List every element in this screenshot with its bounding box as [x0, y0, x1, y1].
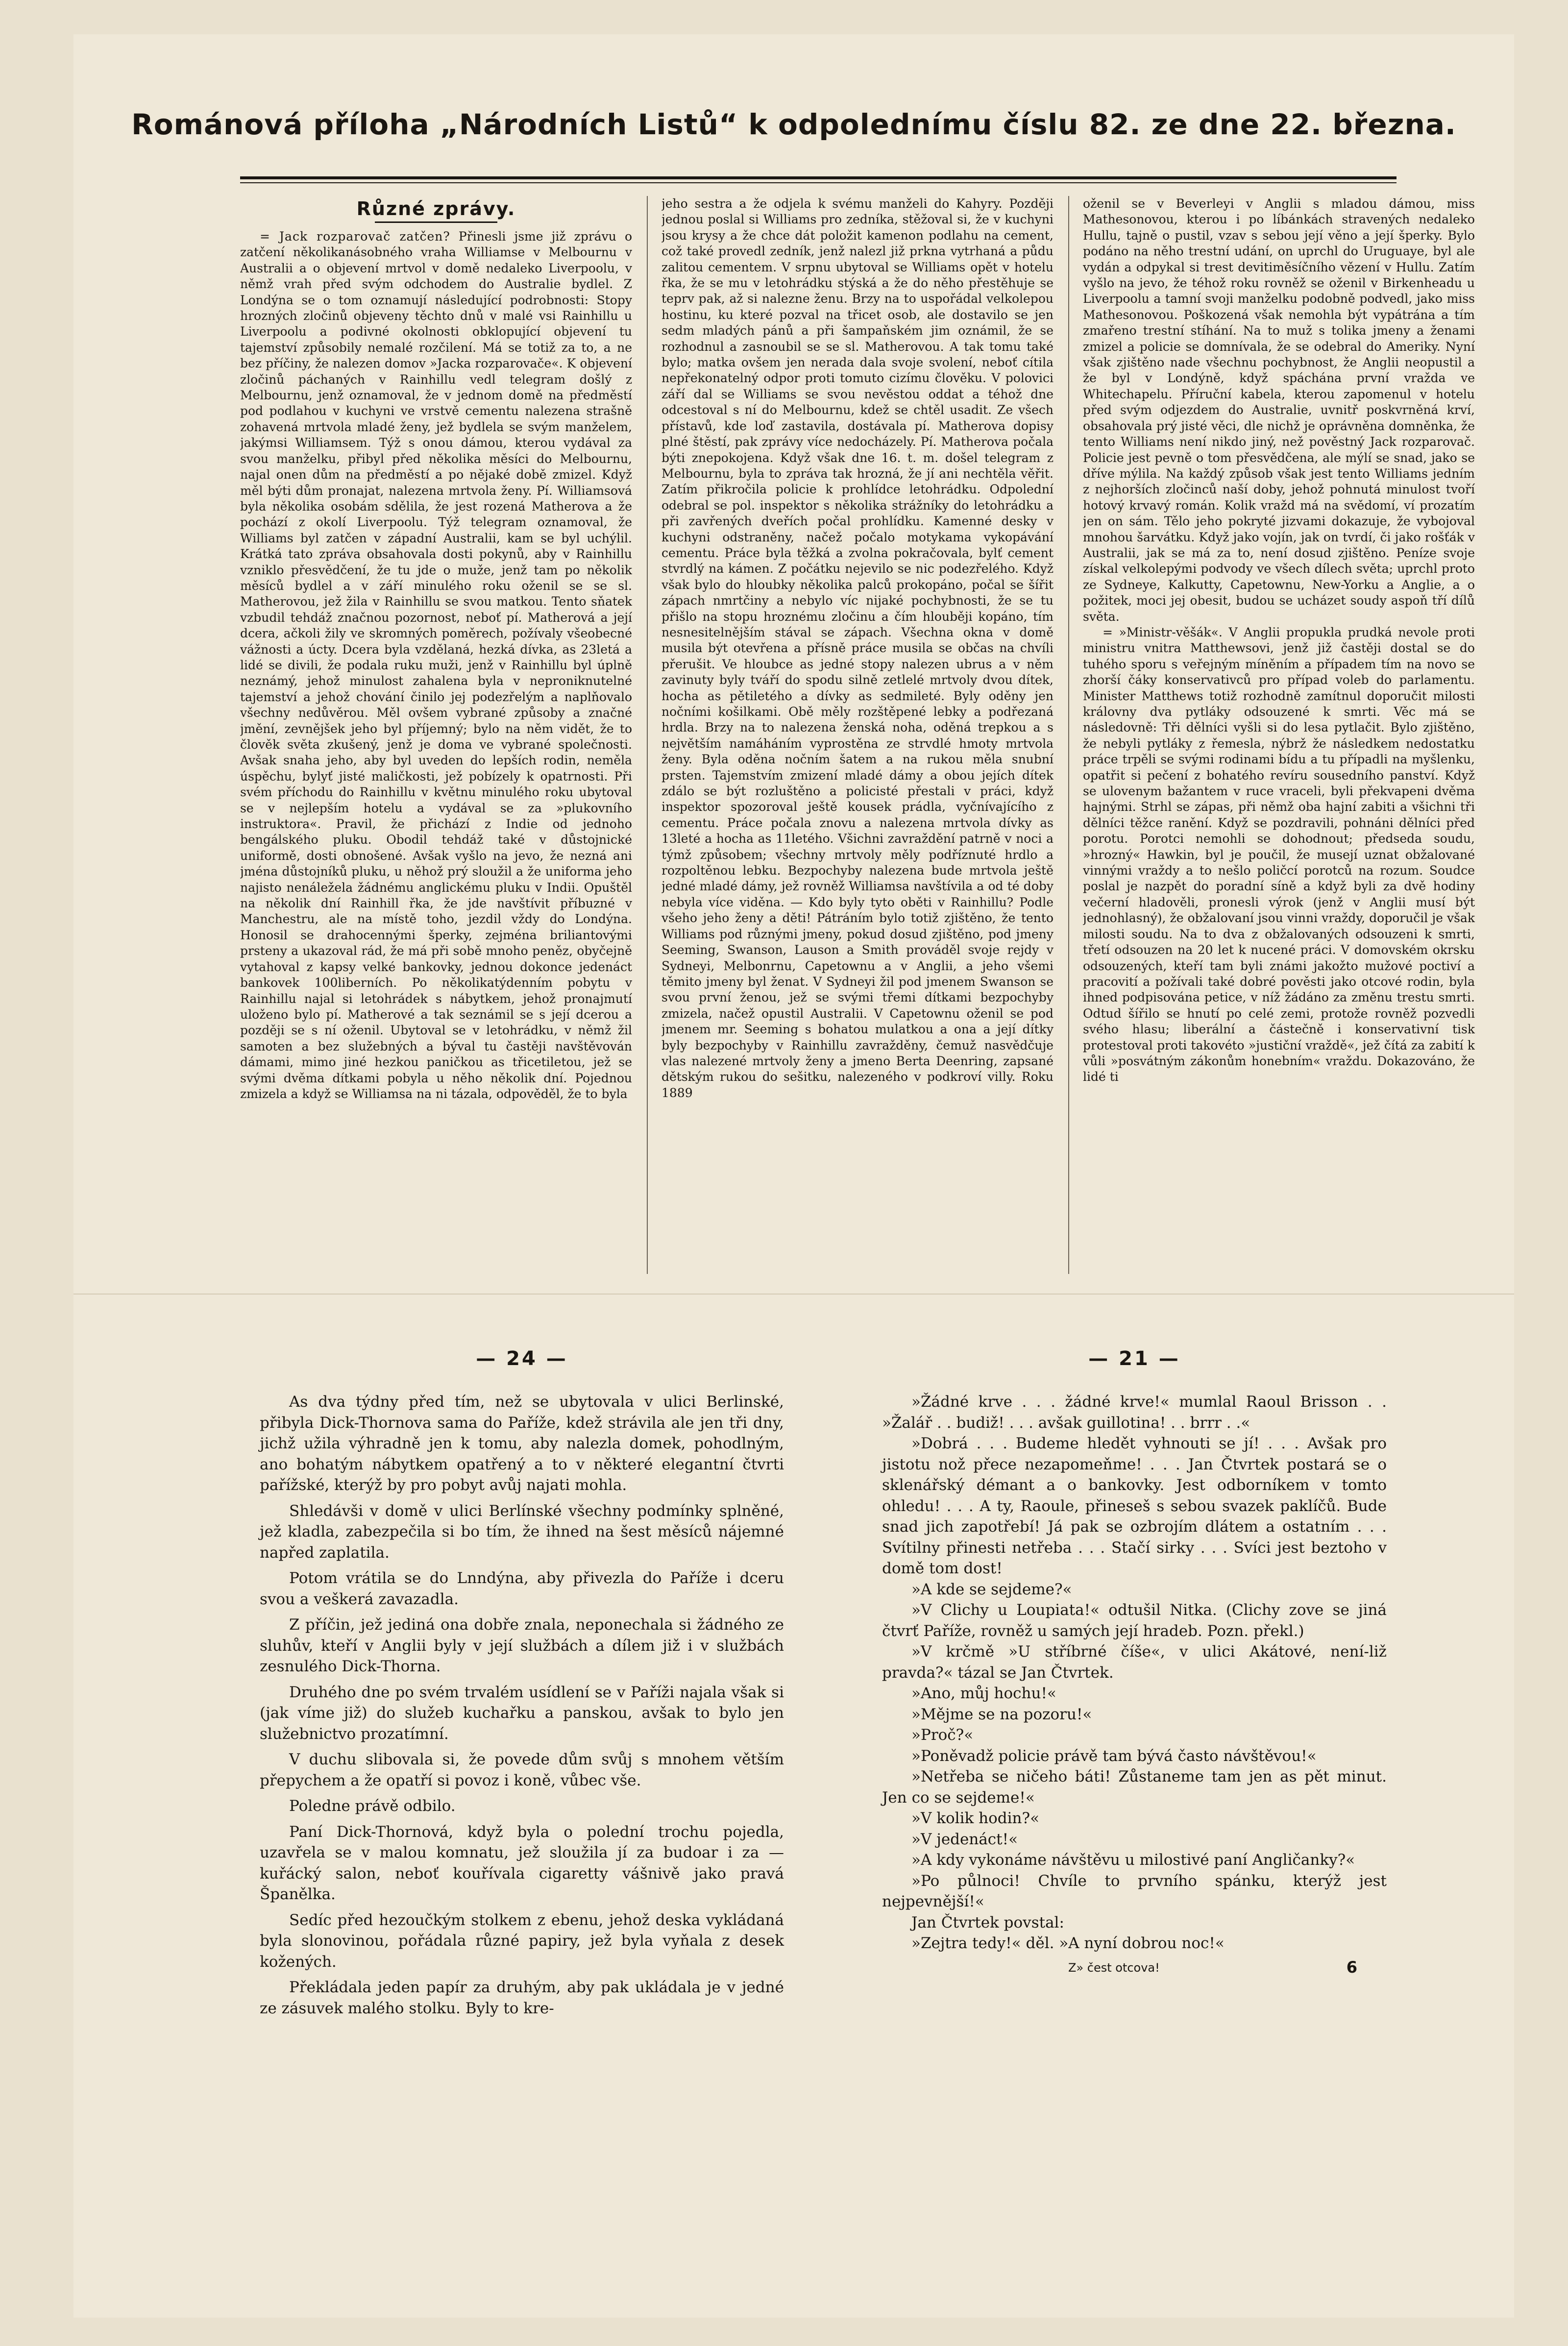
dialogue-line: »V jedenáct!« [911, 1830, 1018, 1848]
novel-paragraph: V duchu slibovala si, že povede dům svůj s mnohem větším přepychem a že opatří si povoz i koně, vůbec vše. [260, 1751, 784, 1789]
news-paragraph [240, 229, 632, 1102]
dialogue-line: »Ano, můj hochu!« [911, 1685, 1056, 1702]
novel-paragraph: Paní Dick-Thornová, když byla o polední trochu pojedla, uzavřela se v malou komnatu, jež sloužila jí za budoar i za — kuřácký salon, neboť kouřívala cigaretty vášnivě jako pravá Španělka. [260, 1823, 784, 1903]
section-title-rule [375, 221, 497, 223]
newspaper-sheet [74, 34, 1514, 2318]
news-column-3 [1083, 196, 1475, 1274]
dialogue-line: »V krčmě »U stříbrné číše«, v ulici Akátové, není-liž pravda?« tázal se Jan Čtvrtek. [882, 1643, 1387, 1682]
page-footer [882, 1958, 1387, 1978]
masthead-rule-thick [240, 176, 1396, 179]
novel-paragraph: Poledne právě odbilo. [289, 1797, 456, 1815]
news-paragraph: = »Ministr-věšák«. V Anglii propukla prudká nevole proti ministru vnitra Matthewsovi, jenž již častěji dostal se do tuhého sporu s veřejným míněním a případem tím na novo se zhorší čáky konservativců pro případ voleb do parlamentu. Minister Matthews totiž rozhodně zamítnul doporučit milosti královny dva pytláky odsouzené k smrti. Věc má se následovně: Tři dělníci vyšli si do lesa pytlačit. Bylo zjištěno, že nebyli pytláky z řemesla, nýbrž že následkem nedostatku práce trpěli se svými rodinami bídu a tu případli na myšlenku, opatřit si pečení z bohatého revíru sousedního panství. Když se ulovenym bažantem v ruce vraceli, byli překvapeni dvěma hajnými. Strhl se zápas, při němž oba hajní zabiti a všichni tři dělníci těžce ranění. Když se pozdravili, pohnáni dělníci před porotu. Porotci nemohli se dohodnout; předseda soudu, »hrozný« Hawkin, byl je poučil, že musejí uznat obžalované vinnými vraždy a to nešlo poličcí porotců na rozum. Soudce poslal je nazpět do poradní síně a když byli za dvě hodiny večerní hladověli, pronesli výrok (jenž v Anglii musí být jednohlasný), že obžalovaní jsou vinni vraždy, doporučil je však milosti soudu. Na to dva z obžalovaných odsouzeni k smrti, třetí odsouzen na 20 let k nucené práci. V domovském okrsku odsouzených, kteří tam byli známi jakožto mužové poctiví a pracovití a požívali také dobré pověsti jako otcové rodin, byla ihned podpisována petice, v níž žádáno za změnu trestu smrti. Odtud šířilo se hnutí po celé zemi, protože rovněž pozvedli svého hlasu; liberální a částečně i konservativní tisk protestoval proti takovéto »justiční vraždě«, jež čítá za zabití k vůli »posvátným zákonům honebním« vraždu. Dokazováno, že lidé ti [1083, 625, 1475, 1084]
article-lead: = Jack rozparovač zatčen? [260, 229, 450, 244]
masthead-title: Románová příloha „Národních Listů“ k odpolednímu číslu 82. ze dne 22. března. [131, 108, 1456, 141]
novel-text [882, 1392, 1387, 1954]
fold-line [74, 1294, 1514, 1295]
news-paragraph: oženil se v Beverleyi v Anglii s mladou dámou, miss Mathesonovou, kterou i po líbánkách stravených nedaleko Hullu, tajně o pustil, vzav s sebou její věno a její šperky. Bylo podáno na něho trestní udání, on uprchl do Uruguaye, byl ale vydán a odpykal si trest devitiměsíčního vězení v Hullu. Zatím vyšlo na jevo, že téhož roku rovněž se oženil v Birkenheadu u Liverpoolu a tamní svoji manželku podobně podvedl, jako miss Mathesonovou. Poškozená však nemohla být vypátrána a tím zmařeno trestní stíhání. Na to muž s tolika jmeny a ženami zmizel a policie se domnívala, že se odebral do Ameriky. Nyní však zjištěno nade všechnu pochybnost, že Anglii neopustil a že byl v Londýně, když spáchána první vražda ve Whitechapelu. Příruční kabela, kterou zapomenul v hotelu před svým odjezdem do Australie, uvnitř poskvrněná krví, obsahovala prý jisté věci, dle nichž je oprávněna domněnka, že tento Williams není nikdo jiný, než pověstný Jack rozparovač. Policie jest pevně o tom přesvědčena, ale mýlí se snad, jako se dříve mýlila. Na každý způsob však jest tento Williams jedním z nejhorších zločinců naší doby, jehož pohnutá minulost tvoří hotový krvavý román. Kolik vražd má na svědomí, ví prozatím jen on sám. Tělo jeho pokryté jizvami dokazuje, že vybojoval mnohou šarvátku. Když jako vojín, jak on tvrdí, či jako rošťák v Australii, jak se má za to, není dosud zjištěno. Peníze svoje získal velkolepými podvody ve všech dílech světa; uprchl proto ze Sydneye, Kalkutty, Capetownu, New-Yorku a Anglie, a o požitek, moci jej obesit, budou se ucházet soudy aspoň tří dílů světa. [1083, 196, 1475, 624]
novel-paragraph: Druhého dne po svém trvalém usídlení se v Paříži najala však si (jak víme již) do služeb kuchařku a panskou, avšak to bylo jen služebnictvo prozatímní. [260, 1683, 784, 1743]
dialogue-line: »V kolik hodin?« [911, 1809, 1040, 1827]
novel-paragraph: Shledávši v domě v ulici Berlínské všechny podmínky splněné, jež kladla, zabezpečila si bo tím, že ihned na šest měsíců nájemné napřed zaplatila. [260, 1502, 784, 1562]
dialogue-line: »Žádné krve . . . žádné krve!« mumlal Raoul Brisson . . »Žalář . . budiž! . . . avšak guillotina! . . brrr . .« [882, 1393, 1387, 1432]
signature-mark: Z» čest otcova! [1068, 1960, 1160, 1975]
article-text: Přinesli jsme již zprávu o zatčení několikanásobného vraha Williamse v Melbournu v Australii a o objevení mrtvol v domě nedaleko Liverpoolu, v němž vrah před svým odchodem do Australie bydlel. Z Londýna se o tom oznamují následující podrobnosti: Stopy hrozných zločinů objeveny těchto dnů v malé vsi Rainhillu u Liverpoolu a podivné okolnosti obklopující objevení tu tajemství způsobily nemalé rozčilení. Má se totiž za to, a ne bez příčiny, že nalezen domov »Jacka rozparovače«. K objevení zločinů páchaných v Rainhillu vedl telegram došlý z Melbournu, jenž oznamoval, že v jednom domě na předměstí pod podlahou v kuchyni ve vrstvě cementu nalezena strašně zohavená mrtvola mladé ženy, jež bydlela se svým manželem, jakýmsi Williamsem. Týž s onou dámou, kterou vydával za svou manželku, přibyl před několika měsíci do Melbournu, najal onen dům na předměstí a po nějaké době zmizel. Když měl býti dům pronajat, nalezena mrtvola ženy. Pí. Williamsová byla několika osobám sdělila, že jest rozená Matherova a že pochází z okolí Liverpoolu. Týž telegram oznamoval, že Williams byl zatčen v západní Australii, kam se byl uchýlil. Krátká tato zpráva obsahovala dosti pokynů, aby v Rainhillu vzniklo přesvědčení, že tu jde o muže, jenž tam po několik měsíců bydlel a v září minulého roku oženil se se sl. Matherovou, jež žila v Rainhillu se svou matkou. Tento sňatek vzbudil tehdáž značnou pozornost, neboť pí. Matherová a její dcera, ačkoli žily ve skromných poměrech, požívaly všeobecné vážnosti a úcty. Dcera byla vzdělaná, hezká dívka, as 23letá a lidé se divili, že podala ruku muži, jenž v Rainhillu byl úplně neznámý, jehož minulost zahalena byla v neproniknutelné tajemství a jehož chování činilo jej podezřelým a naplňovalo všechny nedůvěrou. Měl ovšem vybrané způsoby a značné jmění, zevnějšek jeho byl příjemný; bylo na něm vidět, že to člověk světa zkušený, jenž je doma ve vybrané společnosti. Avšak snaha jeho, aby byl uveden do lepších rodin, neměla úspěchu, bylyť jisté maličkosti, jež pobízely k opatrnosti. Při svém příchodu do Rainhillu v květnu minulého roku ubytoval se v nejlepším hotelu a vydával se za »plukovního instruktora«. Pravil, že přichází z Indie od jednoho bengálského pluku. Obodil tehdáž také v důstojnické uniformě, dosti obnošené. Avšak vyšlo na jevo, že nezná ani jména důstojníků pluku, u něhož prý sloužil a že uniforma jeho najisto nenáležela žádnému anglickému pluku v Indii. Opuštěl na několik dní Rainhill řka, že jde navštívit příbuzné v Manchestru, ale na místě toho, jezdil vždy do Londýna. Honosil se drahocennými šperky, zejména briliantovými prsteny a ukazoval rád, že má při sobě mnoho peněz, obyčejně vytahoval z kapsy velké bankovky, jednou dokonce jedenáct bankovek 100liberních. Po několikatýdenním pobytu v Rainhillu najal si letohrádek s nábytkem, jehož pronajmutí uloženo bylo pí. Matherové a tak seznámil se s její dcerou a později se s ní oženil. Ubytoval se v letohrádku, v němž žil samoten a bez služebných a býval tu častěji navštěvován dámami, mimo jiné hezkou paničkou as třicetiletou, jež se svými dvěma dítkami pobyla u něho několik dní. Pojednou zmizela a když se Williamsa na ni tázala, odpověděl, že to byla [240, 229, 632, 1101]
novel-paragraph: Sedíc před hezoučkým stolkem z ebenu, jehož deska vykládaná byla slonovinou, pořádala různé papiry, jež byla vyňala z desek kožených. [260, 1911, 784, 1971]
dialogue-line: »Proč?« [911, 1726, 974, 1744]
page-number: — 24 — [476, 1347, 568, 1370]
section-title: Různé zprávy. [356, 198, 516, 220]
dialogue-line: »A kde se sejdeme?« [911, 1580, 1072, 1598]
dialogue-line: »A kdy vykonáme návštěvu u milostivé paní Angličanky?« [911, 1851, 1355, 1869]
novel-paragraph: Překládala jeden papír za druhým, aby pak ukládala je v jedné ze zásuvek malého stolku. Byly to kre- [260, 1979, 784, 2017]
masthead-rule-thin [240, 182, 1396, 183]
dialogue-line: »Netřeba se ničeho báti! Zůstaneme tam jen as pět minut. Jen co se sejdeme!« [882, 1768, 1387, 1807]
dialogue-line: Jan Čtvrtek povstal: [911, 1913, 1064, 1931]
dialogue-line: »Dobrá . . . Budeme hledět vyhnouti se jí! . . . Avšak pro jistotu nož přece nezapomeňme! . . . Jan Čtvrtek postará se o sklenářský démant a o bankovky. Jest odborníkem v tomto ohledu! . . . A ty, Raoule, přineseš s sebou svazek paklíčů. Bude snad jich zapotřebí! Já pak se ozbrojím dlátem a ostatním . . . Svítilny přinesti netřeba . . . Stačí sirky . . . Svíci jest beztoho v domě tom dost! [882, 1435, 1387, 1577]
column-divider [1068, 196, 1069, 1274]
novel-page-left [260, 1347, 784, 2278]
column-divider [647, 196, 648, 1274]
page-number: — 21 — [1088, 1347, 1180, 1370]
dialogue-line: »Poněvadž policie právě tam bývá často návštěvou!« [911, 1747, 1317, 1765]
footer-number: 6 [1346, 1957, 1357, 1977]
dialogue-line: »Zejtra tedy!« děl. »A nyní dobrou noc!« [911, 1934, 1225, 1952]
news-column-2 [662, 196, 1054, 1274]
novel-paragraph: Z příčin, jež jediná ona dobře znala, neponechala si žádného ze sluhův, kteří v Anglii byly v její službách a dílem již i v službách zesnulého Dick-Thorna. [260, 1616, 784, 1675]
dialogue-line: »V Clichy u Loupiata!« odtušil Nitka. (Clichy zove se jiná čtvrť Paříže, rovněž u samých její hradeb. Pozn. překl.) [882, 1601, 1387, 1640]
novel-page-right [882, 1347, 1387, 2278]
novel-paragraph: Potom vrátila se do Lnndýna, aby přivezla do Paříže i dceru svou a veškerá zavazadla. [260, 1569, 784, 1608]
news-column-1 [240, 196, 632, 1274]
news-paragraph: jeho sestra a že odjela k svému manželi do Kahyry. Později jednou poslal si Williams pro zedníka, stěžoval si, že v kuchyni jsou krysy a že chce dát položit kamenon podlahu na cement, což také provedl zedník, jenž nalezl již prkna vytrhaná a půdu zalitou cementem. V srpnu ubytoval se Williams opět v hotelu řka, že se mu v letohrádku stýská a že do něho přestěhuje se teprv pak, až si nalezne ženu. Brzy na to uspořádal velkolepou hostinu, ku které pozval na třicet osob, ale dostavilo se jen sedm mladých pánů a při šampaňském jim oznámil, že se rozhodnul a zasnoubil se se sl. Matherovou. A tak tomu také bylo; matka ovšem jen nerada dala svoje svolení, neboť cítila nepřekonatelný odpor proti tomuto cizímu člověku. V polovici září dal se Williams se svou nevěstou oddat a téhož dne odcestoval s ní do Melbournu, kdež se chtěl usadit. Ze všech přístavů, kde loď zastavila, dostávala pí. Matherova dopisy plné štěstí, pak zprávy více nedocházely. Pí. Matherova počala býti znepokojena. Když však dne 16. t. m. došel telegram z Melbournu, byla to zpráva tak hrozná, že jí ani nechtěla věřit. Zatím přikročila policie k prohlídce letohrádku. Odpolední odebral se pol. inspektor s několika strážníky do letohrádku a při zavřených dveřích počal prohlídku. Kamenné desky v kuchyni odstraněny, načež počalo motykama vykopávání cementu. Práce byla těžká a zvolna pokračovala, bylť cement stvrdlý na kámen. Z počátku nejevilo se nic podezřelého. Když však bylo do hloubky několika palců prokopáno, počal se šířit zápach nmrtčiny a nebylo víc nijaké pochybnosti, že se tu přišlo na stopu hroznému zločinu a čím hlouběji kopáno, tím nesnesitelnějším stával se zápach. Všechna okna v domě musila být otevřena a přísně práce musila se občas na chvíli přerušit. Ve hloubce as jedné stopy nalezen ubrus a v něm zavinuty byly tváří do spodu silně zetlelé mrtvoly dvou dítek, hocha as pětiletého a dívky as sedmileté. Byly oděny jen nočními košilkami. Obě měly rozštěpené lebky a podřezaná hrdla. Brzy na to nalezena ženská noha, oděná trepkou a s největším namáháním vyprostěna ze strvdlé hmoty mrtvola ženy. Byla oděna nočním šatem a na rukou měla snubní prsten. Tajemstvím zmizení mladé dámy a obou jejích dítek zdálo se být rozluštěno a policisté přestali v práci, když inspektor spozoroval ještě kousek prádla, vyčnívajícího z cementu. Práce počala znovu a nalezena mrtvola dívky as 13leté a hocha as 11letého. Všichni zavraždění patrně v noci a týmž způsobem; všechny mrtvoly měly podříznuté hrdlo a rozpoltěnou lebku. Bezpochyby nalezena bude mrtvola ještě jedné mladé dámy, jež rovněž Williamsa navštívila a od té doby nebyla více viděna. — Kdo byly tyto oběti v Rainhillu? Podle všeho jeho ženy a děti! Pátráním bylo totiž zjištěno, že tento Williams pod různými jmeny, pokud dosud zjištěno, pod jmeny Seeming, Swanson, Lauson a Smith prováděl svoje rejdy v Sydneyi, Melbonrnu, Capetownu a v Anglii, a jeho všemi těmito jmeny byl ženat. V Sydneyi žil pod jmenem Swanson se svou první ženou, jež se svými třemi dítkami bezpochyby zmizela, načež opustil Australii. V Capetownu oženil se pod jmenem mr. Seeming s bohatou mulatkou a ona a její dítky byly bezpochyby v Rainhillu zavražděny, čemuž nasvědčuje vlas nalezené mrtvoly ženy a jmeno Berta Deenring, zapsané dětským rukou do sešitku, nalezeného v podkroví villy. Roku 1889 [662, 196, 1054, 1100]
news-section [240, 196, 1475, 1274]
novel-text [260, 1392, 784, 2019]
dialogue-line: »Mějme se na pozoru!« [911, 1705, 1092, 1723]
dialogue-line: »Po půlnoci! Chvíle to prvního spánku, kterýž jest nejpevnější!« [882, 1872, 1387, 1910]
novel-paragraph: As dva týdny před tím, než se ubytovala v ulici Berlinské, přibyla Dick-Thornova sama do Paříže, kdež strávila ale jen tři dny, jichž užila výhradně jen k tomu, aby nalezla domek, pohodlným, ano bohatým nábytkem opatřený a to v některé elegantní čtvrti pařížské, kterýž by pro pobyt avůj najati mohla. [260, 1393, 784, 1494]
